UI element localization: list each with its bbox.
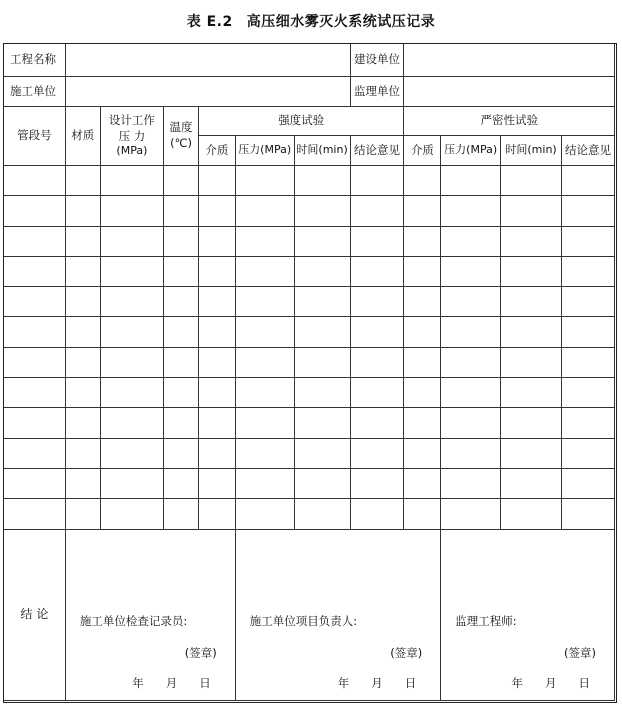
project-name-label: 工程名称 — [4, 44, 66, 77]
table-cell[interactable] — [404, 196, 441, 226]
table-cell[interactable] — [164, 226, 199, 256]
table-cell[interactable] — [441, 468, 501, 498]
table-row — [4, 226, 615, 256]
inspector-signature-cell[interactable] — [65, 529, 235, 700]
builder-label: 建设单位 — [350, 44, 404, 77]
table-cell[interactable] — [404, 408, 441, 438]
tightness-conclusion-header: 结论意见 — [561, 136, 614, 166]
design-pressure-header: 设计工作 压 力 (MPa) — [100, 107, 163, 166]
table-cell[interactable] — [235, 256, 294, 286]
material-header: 材质 — [65, 107, 100, 166]
table-cell[interactable] — [4, 166, 66, 196]
table-cell[interactable] — [100, 287, 163, 317]
table-cell[interactable] — [198, 347, 235, 377]
strength-medium-header: 介质 — [198, 136, 235, 166]
table-cell[interactable] — [441, 378, 501, 408]
tightness-medium-header: 介质 — [404, 136, 441, 166]
table-cell[interactable] — [404, 438, 441, 468]
table-cell[interactable] — [164, 347, 199, 377]
table-cell[interactable] — [100, 499, 163, 529]
table-cell[interactable] — [235, 438, 294, 468]
table-cell[interactable] — [235, 317, 294, 347]
table-cell[interactable] — [198, 378, 235, 408]
supervisor-stamp: (签章) — [564, 645, 596, 660]
project-manager-label: 施工单位项目负责人: — [249, 613, 358, 628]
supervision-unit-label: 监理单位 — [350, 77, 404, 107]
table-cell[interactable] — [561, 317, 614, 347]
table-cell[interactable] — [65, 408, 100, 438]
table-cell[interactable] — [100, 256, 163, 286]
table-cell[interactable] — [350, 287, 404, 317]
table-cell[interactable] — [561, 256, 614, 286]
table-cell[interactable] — [100, 347, 163, 377]
table-cell[interactable] — [164, 256, 199, 286]
conclusion-label: 结 论 — [4, 529, 66, 700]
table-cell[interactable] — [350, 347, 404, 377]
data-rows — [4, 166, 615, 530]
record-form — [3, 43, 617, 703]
table-cell[interactable] — [198, 499, 235, 529]
table-cell[interactable] — [441, 317, 501, 347]
table-cell[interactable] — [441, 166, 501, 196]
strength-pressure-header: 压力(MPa) — [235, 136, 294, 166]
table-cell[interactable] — [294, 347, 350, 377]
table-cell[interactable] — [501, 347, 562, 377]
strength-time-header: 时间(min) — [294, 136, 350, 166]
table-cell[interactable] — [4, 256, 66, 286]
table-cell[interactable] — [441, 256, 501, 286]
table-cell[interactable] — [561, 378, 614, 408]
table-row — [4, 166, 615, 196]
table-cell[interactable] — [441, 347, 501, 377]
table-cell[interactable] — [235, 196, 294, 226]
table-cell[interactable] — [294, 438, 350, 468]
tightness-test-header: 严密性试验 — [404, 107, 615, 136]
table-cell[interactable] — [350, 408, 404, 438]
pressure-test-table — [3, 43, 615, 701]
builder-field[interactable] — [404, 44, 615, 77]
table-cell[interactable] — [350, 468, 404, 498]
table-cell[interactable] — [164, 166, 199, 196]
tightness-time-header: 时间(min) — [501, 136, 562, 166]
table-cell[interactable] — [198, 408, 235, 438]
table-cell[interactable] — [65, 499, 100, 529]
inspector-label: 施工单位检查记录员: — [79, 613, 188, 628]
project-manager-signature-cell[interactable] — [235, 529, 441, 700]
table-cell[interactable] — [4, 499, 66, 529]
table-cell[interactable] — [441, 287, 501, 317]
table-cell[interactable] — [4, 408, 66, 438]
table-cell[interactable] — [4, 347, 66, 377]
table-cell[interactable] — [350, 256, 404, 286]
table-row — [4, 408, 615, 438]
tightness-pressure-header: 压力(MPa) — [441, 136, 501, 166]
table-title: 高压细水雾灭火系统试压记录 — [246, 14, 436, 30]
table-cell[interactable] — [294, 378, 350, 408]
table-cell[interactable] — [501, 166, 562, 196]
table-cell[interactable] — [350, 438, 404, 468]
table-cell[interactable] — [198, 166, 235, 196]
table-cell[interactable] — [235, 226, 294, 256]
construction-unit-label: 施工单位 — [4, 77, 66, 107]
table-cell[interactable] — [164, 468, 199, 498]
table-cell[interactable] — [404, 347, 441, 377]
table-cell[interactable] — [294, 499, 350, 529]
unit-row — [4, 77, 615, 107]
table-cell[interactable] — [65, 256, 100, 286]
table-cell[interactable] — [198, 317, 235, 347]
table-cell[interactable] — [4, 378, 66, 408]
table-cell[interactable] — [235, 378, 294, 408]
table-cell[interactable] — [65, 438, 100, 468]
table-cell[interactable] — [4, 287, 66, 317]
table-cell[interactable] — [441, 226, 501, 256]
table-cell[interactable] — [441, 438, 501, 468]
table-row — [4, 317, 615, 347]
strength-test-header: 强度试验 — [198, 107, 404, 136]
table-cell[interactable] — [198, 287, 235, 317]
table-cell[interactable] — [65, 166, 100, 196]
table-cell[interactable] — [198, 196, 235, 226]
table-cell[interactable] — [164, 196, 199, 226]
supervision-unit-field[interactable] — [404, 77, 615, 107]
table-cell[interactable] — [561, 287, 614, 317]
table-cell[interactable] — [164, 378, 199, 408]
table-cell[interactable] — [294, 408, 350, 438]
table-row — [4, 287, 615, 317]
table-cell[interactable] — [561, 196, 614, 226]
table-cell[interactable] — [350, 226, 404, 256]
table-cell[interactable] — [350, 317, 404, 347]
table-cell[interactable] — [294, 317, 350, 347]
table-cell[interactable] — [441, 408, 501, 438]
table-cell[interactable] — [164, 408, 199, 438]
table-cell[interactable] — [235, 166, 294, 196]
table-row — [4, 196, 615, 226]
temperature-header: 温度 (℃) — [164, 107, 199, 166]
table-cell[interactable] — [4, 468, 66, 498]
inspector-stamp: (签章) — [184, 645, 217, 660]
table-cell[interactable] — [350, 196, 404, 226]
table-cell[interactable] — [198, 256, 235, 286]
page-title — [0, 11, 622, 31]
table-cell[interactable] — [235, 408, 294, 438]
table-cell[interactable] — [404, 226, 441, 256]
table-cell[interactable] — [235, 468, 294, 498]
table-cell[interactable] — [501, 196, 562, 226]
table-cell[interactable] — [561, 468, 614, 498]
table-cell[interactable] — [561, 438, 614, 468]
table-cell[interactable] — [198, 226, 235, 256]
table-cell[interactable] — [100, 468, 163, 498]
table-cell[interactable] — [100, 226, 163, 256]
table-row — [4, 378, 615, 408]
table-cell[interactable] — [4, 317, 66, 347]
supervisor-date: 年 月 日 — [511, 675, 590, 690]
table-cell[interactable] — [561, 166, 614, 196]
inspector-date: 年 月 日 — [132, 675, 211, 690]
table-cell[interactable] — [100, 166, 163, 196]
table-number: 表 E.2 — [186, 14, 233, 30]
table-cell[interactable] — [198, 438, 235, 468]
table-cell[interactable] — [404, 287, 441, 317]
project-manager-stamp: (签章) — [390, 645, 423, 660]
table-cell[interactable] — [561, 408, 614, 438]
table-cell[interactable] — [501, 226, 562, 256]
table-cell[interactable] — [164, 317, 199, 347]
table-cell[interactable] — [294, 468, 350, 498]
table-cell[interactable] — [501, 408, 562, 438]
table-cell[interactable] — [100, 378, 163, 408]
table-cell[interactable] — [65, 317, 100, 347]
table-cell[interactable] — [4, 196, 66, 226]
table-cell[interactable] — [294, 256, 350, 286]
table-cell[interactable] — [404, 256, 441, 286]
table-cell[interactable] — [441, 499, 501, 529]
table-cell[interactable] — [294, 287, 350, 317]
table-cell[interactable] — [501, 287, 562, 317]
strength-conclusion-header: 结论意见 — [350, 136, 404, 166]
table-row — [4, 468, 615, 498]
table-cell[interactable] — [164, 287, 199, 317]
table-cell[interactable] — [561, 499, 614, 529]
table-cell[interactable] — [294, 196, 350, 226]
table-cell[interactable] — [100, 196, 163, 226]
table-cell[interactable] — [235, 499, 294, 529]
supervisor-label: 监理工程师: — [455, 613, 517, 628]
table-cell[interactable] — [501, 317, 562, 347]
table-cell[interactable] — [350, 378, 404, 408]
table-cell[interactable] — [501, 256, 562, 286]
project-row — [4, 44, 615, 77]
table-row — [4, 438, 615, 468]
project-name-field[interactable] — [65, 44, 350, 77]
table-row — [4, 347, 615, 377]
table-cell[interactable] — [350, 166, 404, 196]
table-cell[interactable] — [100, 317, 163, 347]
table-cell[interactable] — [561, 226, 614, 256]
table-cell[interactable] — [65, 287, 100, 317]
table-cell[interactable] — [4, 226, 66, 256]
table-cell[interactable] — [404, 378, 441, 408]
table-row — [4, 256, 615, 286]
conclusion-row — [4, 529, 615, 700]
table-cell[interactable] — [501, 378, 562, 408]
table-cell[interactable] — [441, 196, 501, 226]
table-cell[interactable] — [198, 468, 235, 498]
table-cell[interactable] — [235, 347, 294, 377]
table-cell[interactable] — [100, 438, 163, 468]
table-cell[interactable] — [65, 468, 100, 498]
table-cell[interactable] — [65, 347, 100, 377]
table-cell[interactable] — [501, 438, 562, 468]
table-cell[interactable] — [404, 499, 441, 529]
project-manager-date: 年 月 日 — [337, 675, 417, 690]
supervisor-signature-cell[interactable] — [441, 529, 615, 700]
table-cell[interactable] — [561, 347, 614, 377]
table-cell[interactable] — [501, 468, 562, 498]
table-cell[interactable] — [501, 499, 562, 529]
table-cell[interactable] — [65, 196, 100, 226]
table-cell[interactable] — [404, 317, 441, 347]
table-cell[interactable] — [350, 499, 404, 529]
table-cell[interactable] — [164, 499, 199, 529]
table-cell[interactable] — [4, 438, 66, 468]
table-cell[interactable] — [65, 378, 100, 408]
table-cell[interactable] — [404, 166, 441, 196]
table-cell[interactable] — [294, 226, 350, 256]
table-cell[interactable] — [65, 226, 100, 256]
table-cell[interactable] — [100, 408, 163, 438]
column-header-row-1 — [4, 107, 615, 136]
construction-unit-field[interactable] — [65, 77, 350, 107]
table-row — [4, 499, 615, 529]
table-cell[interactable] — [294, 166, 350, 196]
table-cell[interactable] — [164, 438, 199, 468]
table-cell[interactable] — [404, 468, 441, 498]
pipe-section-header: 管段号 — [4, 107, 66, 166]
table-cell[interactable] — [235, 287, 294, 317]
